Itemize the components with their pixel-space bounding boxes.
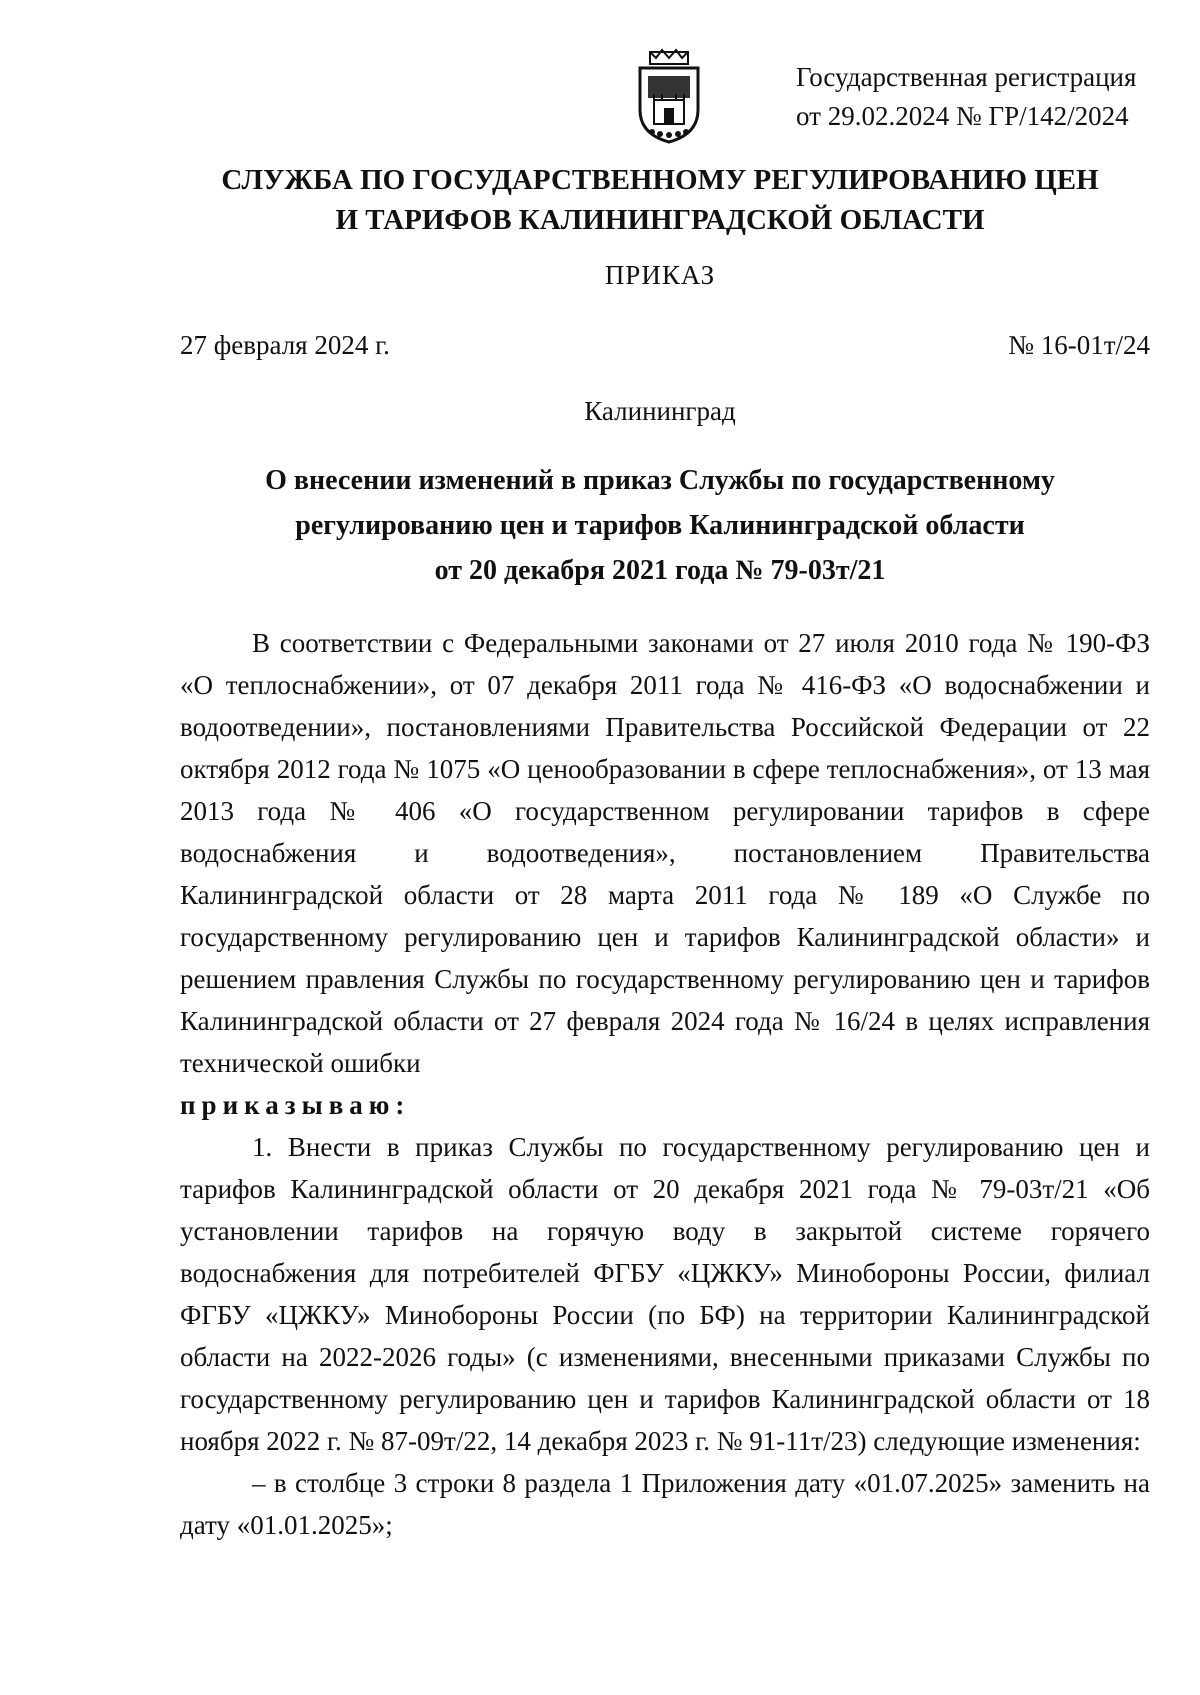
registration-line: от 29.02.2024 № ГР/142/2024 xyxy=(796,101,1129,131)
document-subject xyxy=(0,458,1200,593)
subject-line: от 20 декабря 2021 года № 79-03т/21 xyxy=(434,555,886,586)
item-1-change: – в столбце 3 строки 8 раздела 1 Приложения дату «01.07.2025» заменить на дату «01.01.2025»; xyxy=(180,1468,1150,1540)
preamble-paragraph: В соответствии с Федеральными законами от 27 июля 2010 года № 190-ФЗ «О теплоснабжении», от 07 декабря 2011 года № 416-ФЗ «О водоснабжении и водоотведении», постановлениями Правительства Российской Федерации от 22 октября 2012 года № 1075 «О ценообразовании в сфере теплоснабжения», от 13 мая 2013 года № 406 «О государственном регулировании тарифов в сфере водоснабжения и водоотведения», постановлением Правительства Калининградской области от 28 марта 2011 года № 189 «О Службе по государственному регулированию цен и тарифов Калининградской области» и решением правления Службы по государственному регулированию цен и тарифов Калининградской области от 27 февраля 2024 года № 16/24 в целях исправления технической ошибки xyxy=(180,628,1150,1078)
subject-line: О внесении изменений в приказ Службы по государственному xyxy=(265,465,1055,496)
document-city: Калининград xyxy=(584,396,736,426)
agency-line: СЛУЖБА ПО ГОСУДАРСТВЕННОМУ РЕГУЛИРОВАНИЮ ЦЕН xyxy=(221,164,1099,196)
agency-line: И ТАРИФОВ КАЛИНИНГРАДСКОЙ ОБЛАСТИ xyxy=(335,204,985,236)
document-date: 27 февраля 2024 г. xyxy=(180,330,390,360)
agency-name xyxy=(0,160,1200,240)
document-number: № 16-01т/24 xyxy=(1008,330,1150,360)
order-word: приказываю: xyxy=(180,1090,411,1120)
registration-stamp xyxy=(796,58,1166,136)
subject-line: регулированию цен и тарифов Калининградской области xyxy=(295,510,1025,541)
document-type: ПРИКАЗ xyxy=(604,260,716,290)
registration-line: Государственная регистрация xyxy=(796,62,1137,92)
document-body xyxy=(180,622,1150,1546)
kaliningrad-coat-of-arms-icon xyxy=(630,48,708,144)
item-1-paragraph: 1. Внести в приказ Службы по государственному регулированию цен и тарифов Калининградской области от 20 декабря 2021 года № 79-03т/21 «Об установлении тарифов на горячую воду в закрытой системе горячего водоснабжения для потребителей ФГБУ «ЦЖКУ» Минобороны России, филиал ФГБУ «ЦЖКУ» Минобороны России (по БФ) на территории Калининградской области на 2022-2026 годы» (с изменениями, внесенными приказами Службы по государственному регулированию цен и тарифов Калининградской области от 18 ноября 2022 г. № 87-09т/22, 14 декабря 2023 г. № 91-11т/23) следующие изменения: xyxy=(180,1132,1150,1456)
